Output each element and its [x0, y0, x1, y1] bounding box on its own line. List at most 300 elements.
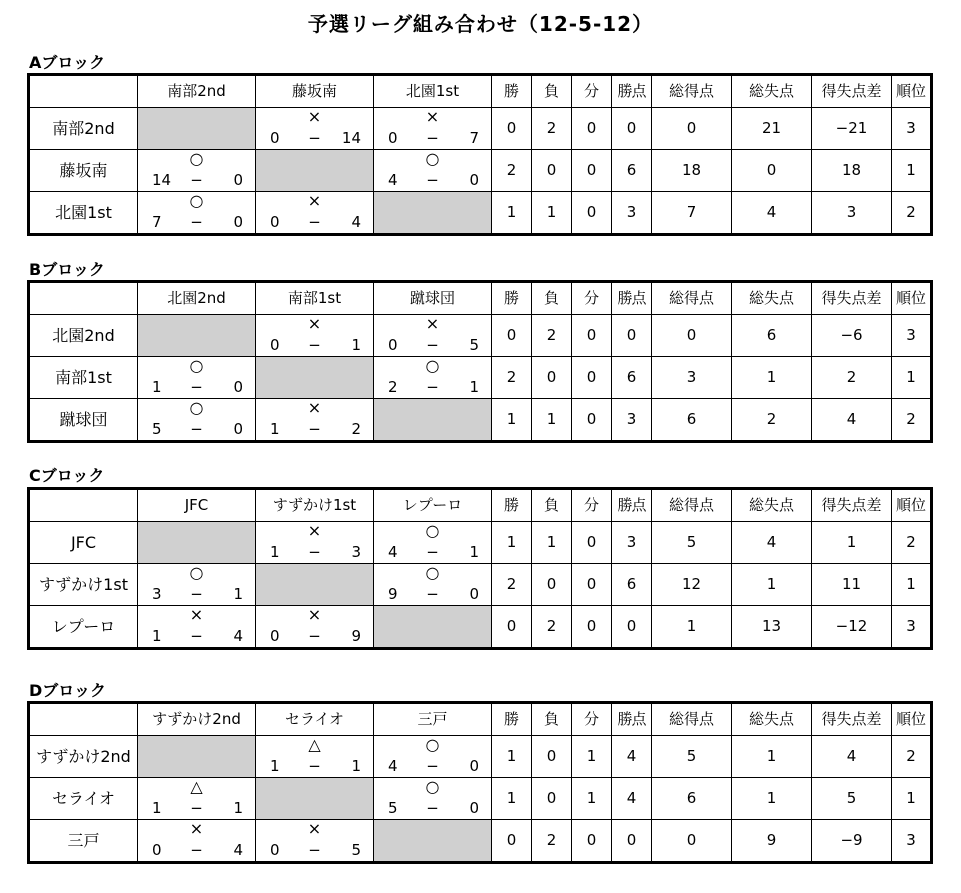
result-mark: ×	[307, 819, 322, 838]
stat-value: 2	[532, 108, 572, 150]
row-team-name: 北園2nd	[29, 315, 138, 357]
stat-value: 11	[812, 564, 892, 606]
score-right: 1	[351, 757, 361, 775]
score-right: 3	[351, 543, 361, 561]
score-left: 0	[270, 336, 280, 354]
row-team-name: 蹴球団	[29, 399, 138, 442]
column-team-header: 南部2nd	[138, 75, 256, 108]
result-mark: ×	[189, 605, 204, 624]
self-match-cell	[138, 108, 256, 150]
table-row	[29, 606, 932, 649]
stat-header: 勝点	[612, 75, 652, 108]
table-row	[29, 736, 932, 778]
stat-header: 得失点差	[812, 489, 892, 522]
score-left: 0	[270, 213, 280, 231]
column-team-header: セライオ	[256, 703, 374, 736]
stat-value: 2	[532, 820, 572, 863]
league-table	[27, 280, 933, 443]
stat-value: 0	[492, 108, 532, 150]
result-mark: ○	[189, 563, 204, 582]
stat-value: 0	[572, 192, 612, 235]
stat-value: 1	[492, 399, 532, 442]
match-result	[138, 357, 256, 399]
result-mark: ×	[307, 605, 322, 624]
stat-value: 6	[612, 150, 652, 192]
result-mark: ×	[307, 314, 322, 333]
stat-header: 勝点	[612, 489, 652, 522]
match-result	[138, 820, 256, 863]
column-team-header: 藤坂南	[256, 75, 374, 108]
score-left: 0	[270, 841, 280, 859]
score-right: 9	[351, 627, 361, 645]
self-match-cell	[256, 778, 374, 820]
stat-value: 6	[652, 778, 732, 820]
match-result	[374, 357, 492, 399]
stat-value: 1	[732, 357, 812, 399]
stat-value: 1	[732, 736, 812, 778]
stat-value: 1	[492, 736, 532, 778]
stat-value: 1	[532, 192, 572, 235]
score-right: 4	[233, 627, 243, 645]
score-left: 9	[388, 585, 398, 603]
match-result	[256, 606, 374, 649]
stat-value: 7	[652, 192, 732, 235]
stat-value: 0	[572, 108, 612, 150]
stat-value: 2	[532, 315, 572, 357]
stat-value: 2	[812, 357, 892, 399]
column-team-header: 北園1st	[374, 75, 492, 108]
self-match-cell	[256, 564, 374, 606]
match-result	[138, 192, 256, 235]
stat-value: 0	[532, 564, 572, 606]
stat-header: 総失点	[732, 489, 812, 522]
corner-cell	[29, 703, 138, 736]
stat-value: 2	[892, 192, 932, 235]
score-left: 2	[388, 378, 398, 396]
stat-value: 1	[812, 522, 892, 564]
result-mark: ×	[425, 314, 440, 333]
score-dash: −	[308, 420, 321, 438]
score-left: 1	[152, 799, 162, 817]
block-label: Dブロック	[29, 681, 106, 700]
score-dash: −	[426, 171, 439, 189]
score-left: 1	[270, 420, 280, 438]
result-mark: ○	[425, 149, 440, 168]
stat-value: 0	[572, 522, 612, 564]
stat-value: 3	[612, 399, 652, 442]
score-dash: −	[190, 420, 203, 438]
score-right: 14	[341, 129, 361, 147]
stat-value: 0	[572, 357, 612, 399]
stat-value: 1	[732, 564, 812, 606]
score-right: 0	[233, 213, 243, 231]
stat-header: 総失点	[732, 703, 812, 736]
row-team-name: レプーロ	[29, 606, 138, 649]
stat-value: 6	[612, 564, 652, 606]
stat-header: 得失点差	[812, 75, 892, 108]
stat-value: 3	[892, 606, 932, 649]
stat-value: 0	[572, 150, 612, 192]
score-dash: −	[426, 799, 439, 817]
stat-header: 得失点差	[812, 282, 892, 315]
match-result	[138, 150, 256, 192]
result-mark: △	[190, 777, 203, 796]
stat-header: 総得点	[652, 703, 732, 736]
column-team-header: 三戸	[374, 703, 492, 736]
match-result	[374, 315, 492, 357]
stat-header: 総失点	[732, 282, 812, 315]
table-row	[29, 108, 932, 150]
table-row	[29, 564, 932, 606]
stat-value: 0	[572, 564, 612, 606]
block-label: Cブロック	[29, 466, 105, 485]
stat-value: 0	[572, 820, 612, 863]
score-dash: −	[190, 627, 203, 645]
score-right: 7	[469, 129, 479, 147]
match-result	[256, 192, 374, 235]
score-left: 0	[152, 841, 162, 859]
stat-value: 9	[732, 820, 812, 863]
row-team-name: 南部1st	[29, 357, 138, 399]
score-left: 4	[388, 543, 398, 561]
table-row	[29, 399, 932, 442]
stat-header: 分	[572, 703, 612, 736]
stat-value: 0	[612, 820, 652, 863]
table-row	[29, 315, 932, 357]
result-mark: ○	[425, 356, 440, 375]
stat-value: 3	[612, 192, 652, 235]
column-team-header: 北園2nd	[138, 282, 256, 315]
table-row	[29, 522, 932, 564]
score-right: 0	[469, 171, 479, 189]
result-mark: ○	[425, 777, 440, 796]
stat-header: 順位	[892, 282, 932, 315]
result-mark: ×	[189, 819, 204, 838]
match-result	[138, 564, 256, 606]
page-title: 予選リーグ組み合わせ（12-5-12）	[307, 12, 654, 36]
score-left: 0	[270, 129, 280, 147]
score-right: 1	[351, 336, 361, 354]
score-right: 1	[233, 585, 243, 603]
self-match-cell	[138, 522, 256, 564]
score-right: 5	[351, 841, 361, 859]
stat-value: 1	[492, 192, 532, 235]
stat-value: 6	[612, 357, 652, 399]
stat-value: 1	[892, 150, 932, 192]
stat-value: 0	[652, 315, 732, 357]
stat-value: 4	[732, 192, 812, 235]
score-right: 0	[233, 420, 243, 438]
match-result	[374, 778, 492, 820]
self-match-cell	[256, 357, 374, 399]
stat-value: 18	[652, 150, 732, 192]
row-team-name: 南部2nd	[29, 108, 138, 150]
table-row	[29, 778, 932, 820]
stat-value: 21	[732, 108, 812, 150]
stat-value: 3	[812, 192, 892, 235]
stat-header: 勝	[492, 703, 532, 736]
stat-header: 総得点	[652, 75, 732, 108]
stat-value: 1	[532, 522, 572, 564]
stat-value: 0	[612, 315, 652, 357]
stat-value: 4	[732, 522, 812, 564]
stat-value: 1	[892, 564, 932, 606]
stat-value: 4	[612, 736, 652, 778]
table-row	[29, 357, 932, 399]
score-dash: −	[308, 627, 321, 645]
score-dash: −	[308, 841, 321, 859]
match-result	[256, 108, 374, 150]
stat-value: 2	[532, 606, 572, 649]
stat-value: 2	[892, 399, 932, 442]
block-label: Aブロック	[29, 53, 106, 72]
corner-cell	[29, 75, 138, 108]
row-team-name: 北園1st	[29, 192, 138, 235]
score-dash: −	[190, 799, 203, 817]
result-mark: ×	[307, 398, 322, 417]
score-dash: −	[426, 129, 439, 147]
league-table	[27, 73, 933, 236]
stat-value: 0	[532, 150, 572, 192]
stat-header: 負	[532, 703, 572, 736]
stat-value: 0	[572, 606, 612, 649]
stat-value: 0	[612, 606, 652, 649]
stat-value: 0	[492, 820, 532, 863]
score-right: 0	[469, 757, 479, 775]
stat-header: 負	[532, 282, 572, 315]
header-row	[29, 75, 932, 108]
score-left: 5	[152, 420, 162, 438]
stat-header: 負	[532, 75, 572, 108]
match-result	[256, 522, 374, 564]
stat-value: 6	[652, 399, 732, 442]
stat-value: 18	[812, 150, 892, 192]
result-mark: ○	[189, 398, 204, 417]
header-row	[29, 489, 932, 522]
score-left: 1	[152, 627, 162, 645]
stat-value: 2	[892, 522, 932, 564]
match-result	[374, 564, 492, 606]
stat-header: 分	[572, 75, 612, 108]
stat-header: 勝	[492, 75, 532, 108]
score-dash: −	[190, 585, 203, 603]
stat-value: 3	[652, 357, 732, 399]
score-dash: −	[308, 129, 321, 147]
stat-header: 得失点差	[812, 703, 892, 736]
score-right: 0	[233, 171, 243, 189]
stat-value: 3	[892, 315, 932, 357]
result-mark: ×	[307, 107, 322, 126]
column-team-header: レプーロ	[374, 489, 492, 522]
score-dash: −	[426, 757, 439, 775]
self-match-cell	[374, 820, 492, 863]
stat-value: 4	[812, 736, 892, 778]
stat-value: 6	[732, 315, 812, 357]
stat-value: 3	[612, 522, 652, 564]
stat-value: 0	[572, 315, 612, 357]
score-dash: −	[308, 757, 321, 775]
score-dash: −	[308, 336, 321, 354]
stat-value: 2	[732, 399, 812, 442]
stat-value: 0	[492, 315, 532, 357]
score-left: 0	[388, 129, 398, 147]
stat-header: 勝	[492, 489, 532, 522]
result-mark: ○	[425, 521, 440, 540]
stat-value: 1	[572, 778, 612, 820]
stat-value: 3	[892, 108, 932, 150]
stat-value: 4	[612, 778, 652, 820]
column-team-header: すずかけ1st	[256, 489, 374, 522]
stat-value: 1	[892, 778, 932, 820]
match-result	[138, 399, 256, 442]
stat-value: 0	[652, 108, 732, 150]
result-mark: ×	[307, 191, 322, 210]
score-left: 3	[152, 585, 162, 603]
score-dash: −	[190, 841, 203, 859]
row-team-name: セライオ	[29, 778, 138, 820]
score-right: 4	[351, 213, 361, 231]
stat-header: 順位	[892, 489, 932, 522]
self-match-cell	[138, 315, 256, 357]
score-right: 0	[233, 378, 243, 396]
table-row	[29, 150, 932, 192]
stat-header: 総得点	[652, 282, 732, 315]
stat-value: 2	[492, 564, 532, 606]
match-result	[256, 315, 374, 357]
stat-value: −6	[812, 315, 892, 357]
score-left: 4	[388, 171, 398, 189]
stat-value: 2	[492, 357, 532, 399]
header-row	[29, 282, 932, 315]
stat-value: 0	[532, 736, 572, 778]
row-team-name: JFC	[29, 522, 138, 564]
score-left: 0	[270, 627, 280, 645]
result-mark: ×	[307, 521, 322, 540]
score-dash: −	[426, 543, 439, 561]
stat-value: 2	[892, 736, 932, 778]
score-dash: −	[426, 378, 439, 396]
stat-header: 勝点	[612, 282, 652, 315]
stat-value: 13	[732, 606, 812, 649]
column-team-header: 南部1st	[256, 282, 374, 315]
stat-value: 1	[572, 736, 612, 778]
score-dash: −	[308, 213, 321, 231]
score-left: 14	[152, 171, 172, 189]
result-mark: ×	[425, 107, 440, 126]
stat-value: 0	[612, 108, 652, 150]
column-team-header: JFC	[138, 489, 256, 522]
score-left: 5	[388, 799, 398, 817]
self-match-cell	[374, 606, 492, 649]
score-right: 4	[233, 841, 243, 859]
stat-header: 分	[572, 489, 612, 522]
self-match-cell	[374, 399, 492, 442]
stat-value: 1	[732, 778, 812, 820]
match-result	[138, 606, 256, 649]
column-team-header: 蹴球団	[374, 282, 492, 315]
match-result	[374, 150, 492, 192]
score-left: 4	[388, 757, 398, 775]
stat-value: 0	[652, 820, 732, 863]
table-row	[29, 192, 932, 235]
score-right: 0	[469, 799, 479, 817]
result-mark: ○	[425, 563, 440, 582]
result-mark: ○	[189, 149, 204, 168]
score-right: 5	[469, 336, 479, 354]
column-team-header: すずかけ2nd	[138, 703, 256, 736]
stat-header: 順位	[892, 703, 932, 736]
score-right: 1	[469, 543, 479, 561]
block-label: Bブロック	[29, 260, 105, 279]
result-mark: ○	[189, 191, 204, 210]
stat-value: 1	[492, 522, 532, 564]
self-match-cell	[374, 192, 492, 235]
stat-value: 1	[492, 778, 532, 820]
score-dash: −	[308, 543, 321, 561]
score-left: 1	[270, 757, 280, 775]
result-mark: ○	[425, 735, 440, 754]
stat-value: −9	[812, 820, 892, 863]
match-result	[374, 736, 492, 778]
score-right: 2	[351, 420, 361, 438]
stat-header: 負	[532, 489, 572, 522]
match-result	[138, 778, 256, 820]
score-left: 0	[388, 336, 398, 354]
row-team-name: すずかけ2nd	[29, 736, 138, 778]
score-right: 1	[233, 799, 243, 817]
corner-cell	[29, 282, 138, 315]
match-result	[256, 736, 374, 778]
stat-value: −12	[812, 606, 892, 649]
table-row	[29, 820, 932, 863]
stat-value: 0	[732, 150, 812, 192]
stat-value: 0	[532, 357, 572, 399]
stat-value: 12	[652, 564, 732, 606]
score-right: 1	[469, 378, 479, 396]
stat-value: 1	[652, 606, 732, 649]
stat-header: 順位	[892, 75, 932, 108]
stat-value: 5	[652, 522, 732, 564]
score-dash: −	[426, 336, 439, 354]
match-result	[374, 108, 492, 150]
stat-value: 5	[652, 736, 732, 778]
stat-header: 勝点	[612, 703, 652, 736]
match-result	[256, 820, 374, 863]
score-dash: −	[190, 213, 203, 231]
row-team-name: 三戸	[29, 820, 138, 863]
stat-header: 総失点	[732, 75, 812, 108]
league-table	[27, 701, 933, 864]
stat-header: 勝	[492, 282, 532, 315]
stat-value: 2	[492, 150, 532, 192]
stat-value: 5	[812, 778, 892, 820]
stat-header: 分	[572, 282, 612, 315]
self-match-cell	[256, 150, 374, 192]
league-table	[27, 487, 933, 650]
match-result	[256, 399, 374, 442]
score-right: 0	[469, 585, 479, 603]
stat-value: 0	[492, 606, 532, 649]
self-match-cell	[138, 736, 256, 778]
stat-value: −21	[812, 108, 892, 150]
stat-value: 0	[572, 399, 612, 442]
stat-value: 3	[892, 820, 932, 863]
score-dash: −	[190, 378, 203, 396]
score-dash: −	[190, 171, 203, 189]
stat-header: 総得点	[652, 489, 732, 522]
score-left: 7	[152, 213, 162, 231]
stat-value: 4	[812, 399, 892, 442]
